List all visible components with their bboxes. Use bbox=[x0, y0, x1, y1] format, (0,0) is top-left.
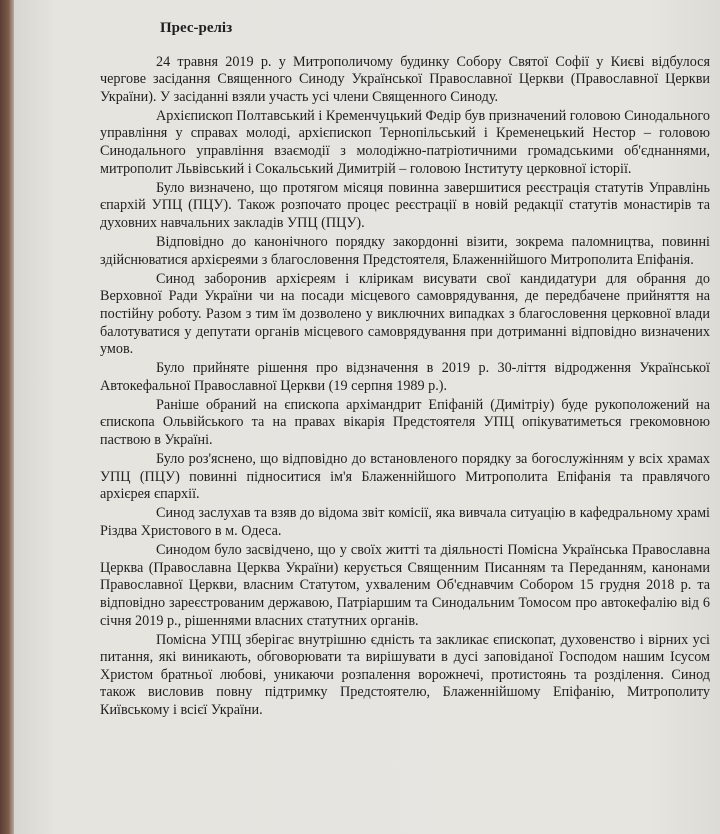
paragraph-7: Раніше обраний на єпископа архімандрит Епіфаній (Димітріу) буде рукоположений на єпископа Ольвійського та на правах вікарія Предстоятеля УПЦ опікуватиметься грекомовною паствою в Україні. bbox=[100, 396, 710, 449]
paragraph-4: Відповідно до канонічного порядку закордонні візити, зокрема паломництва, повинні здійснюватися архієреями з благословення Предстоятеля, Блаженнійшого Митрополита Епіфанія. bbox=[100, 234, 710, 268]
paragraph-2: Архієпископ Полтавський і Кременчуцький Федір був призначений головою Синодального управління у справах молоді, архієпископ Тернопільський і Кременецький Нестор – головою Синодального управління взаємодії з молодіжно-патріотичними громадськими об'єднаннями, митрополит Львівський і Сокальський Димитрій – головою Інституту церковної історії. bbox=[100, 107, 710, 177]
paragraph-6: Було прийняте рішення про відзначення в 2019 р. 30-ліття відродження Української Автокефальної Православної Церкви (19 серпня 1989 р.). bbox=[100, 360, 710, 394]
paragraph-10: Синодом було засвідчено, що у своїх житті та діяльності Помісна Українська Православна Церква (Православна Церква України) керується Священним Писанням та Переданням, канонами Православної Церкви, власним Статутом, ухваленим Об'єднавчим Собором 15 грудня 2018 р. та відповідно зареєстрованим державою, Патріаршим та Синодальним Томосом про автокефалію від 6 січня 2019 р., рішеннями власних статутних органів. bbox=[100, 542, 710, 629]
press-release-body bbox=[100, 20, 710, 721]
paragraph-1: 24 травня 2019 р. у Митрополичому будинку Собору Святої Софії у Києві відбулося чергове засідання Священного Синоду Української Православної Церкви (Православної Церкви України). У засіданні взяли участь усі члени Священного Синоду. bbox=[100, 53, 710, 105]
document-title: Прес-реліз bbox=[160, 20, 233, 36]
paragraph-8: Було роз'яснено, що відповідно до встановленого порядку за богослужінням у всіх храмах УПЦ (ПЦУ) повинні підноситися ім'я Блаженнійшого Митрополита Епіфанія та правлячого архієрея єпархії. bbox=[100, 451, 710, 503]
paragraph-11: Помісна УПЦ зберігає внутрішню єдність та закликає єпископат, духовенство і вірних усі питання, які виникають, обговорювати та вирішувати в дусі заповіданої Господом нашим Ісусом Христом братньої любові, уникаючи розпалення ворожнечі, протистоянь та розділення. Синод також висловив повну підтримку Предстоятелю, Блаженнійшому Епіфанію, Митрополиту Київському і всієї України. bbox=[100, 631, 710, 718]
paragraph-5: Синод заборонив архієреям і клірикам висувати свої кандидатури для обрання до Верховної Ради України чи на посади місцевого самоврядування, де передбачене прийняття на постійну роботу. Разом з тим їм дозволено у виключних випадках з благословення церковної влади балотуватися у депутати органів місцевого самоврядування при дотриманні відповідно визначених умов. bbox=[100, 270, 710, 358]
paragraph-3: Було визначено, що протягом місяця повинна завершитися реєстрація статутів Управлінь єпархій УПЦ (ПЦУ). Також розпочато процес реєстрації в новій редакції статутів монастирів та духовних навчальних закладів УПЦ (ПЦУ). bbox=[100, 179, 710, 231]
paragraph-9: Синод заслухав та взяв до відома звіт комісії, яка вивчала ситуацію в кафедральному храмі Різдва Христового в м. Одеса. bbox=[100, 505, 710, 540]
table-edge bbox=[0, 0, 14, 834]
